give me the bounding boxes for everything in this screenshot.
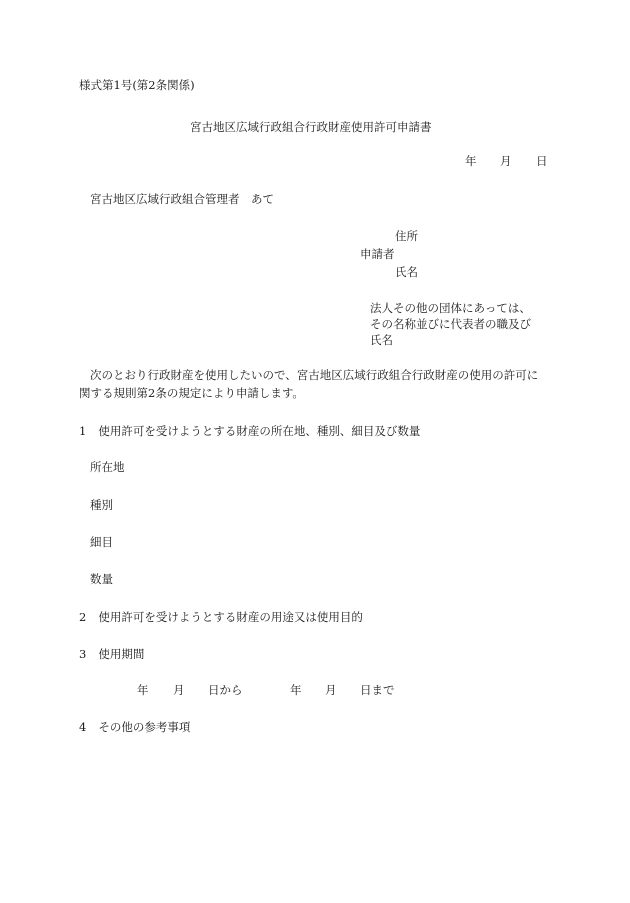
item-2-number: 2 xyxy=(79,610,87,624)
period-to-day: 日まで xyxy=(360,683,395,697)
period-from-month: 月 xyxy=(173,683,185,697)
applicant-label: 申請者 xyxy=(360,247,395,261)
period-to-month: 月 xyxy=(325,683,337,697)
name-label: 氏名 xyxy=(395,265,418,279)
item-2-text: 使用許可を受けようとする財産の用途又は使用目的 xyxy=(98,610,363,624)
corporate-note-line-2: その名称並びに代表者の職及び xyxy=(370,317,531,331)
item-3-number: 3 xyxy=(79,647,87,661)
address-label: 住所 xyxy=(395,229,418,243)
document-title: 宮古地区広域行政組合行政財産使用許可申請書 xyxy=(190,120,432,134)
period-from-year: 年 xyxy=(137,683,149,697)
date-year: 年 xyxy=(465,154,477,168)
sub-item-type: 種別 xyxy=(90,498,113,512)
item-3 xyxy=(79,649,144,661)
item-2 xyxy=(79,612,363,624)
date-month: 月 xyxy=(500,154,512,168)
item-4-text: その他の参考事項 xyxy=(98,720,191,734)
addressee: 宮古地区広域行政組合管理者 あて xyxy=(90,192,274,206)
sub-item-quantity: 数量 xyxy=(90,572,113,586)
corporate-note-line-3: 氏名 xyxy=(370,333,393,347)
sub-item-location: 所在地 xyxy=(90,460,125,474)
item-1-text: 使用許可を受けようとする財産の所在地、種別、細目及び数量 xyxy=(98,424,421,438)
item-4 xyxy=(79,722,190,734)
item-4-number: 4 xyxy=(79,720,87,734)
period-to-year: 年 xyxy=(290,683,302,697)
corporate-note-line-1: 法人その他の団体にあっては、 xyxy=(370,301,531,315)
date-day: 日 xyxy=(536,154,548,168)
form-number: 様式第1号(第2条関係) xyxy=(79,78,195,92)
item-1-number: 1 xyxy=(79,424,87,438)
sub-item-detail: 細目 xyxy=(90,535,113,549)
period-from-day: 日から xyxy=(208,683,243,697)
item-1 xyxy=(79,426,420,438)
item-3-text: 使用期間 xyxy=(98,647,145,661)
body-text-line-1: 次のとおり行政財産を使用したいので、宮古地区広域行政組合行政財産の使用の許可に xyxy=(90,368,539,382)
body-text-line-2: 関する規則第2条の規定により申請します。 xyxy=(79,386,304,400)
